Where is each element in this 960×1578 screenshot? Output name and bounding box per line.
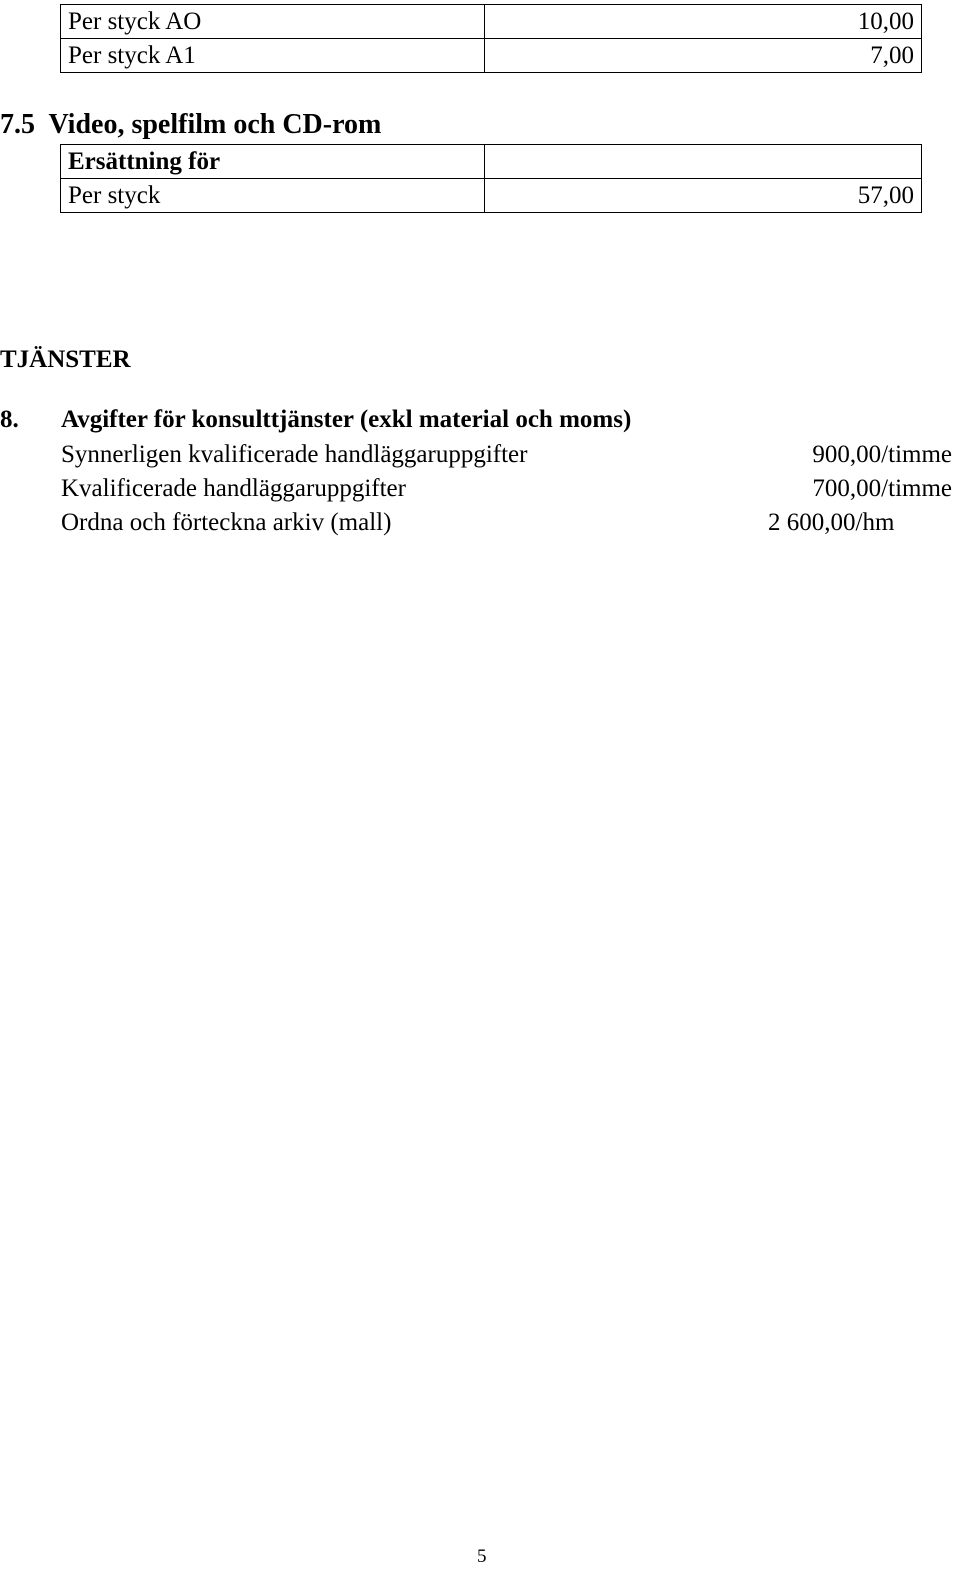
table-row [61, 179, 922, 213]
service-item-price: 700,00/timme [812, 475, 952, 502]
section-8-title: Avgifter för konsulttjänster (exkl material och moms) [61, 406, 632, 433]
page-number: 5 [477, 1546, 487, 1567]
price-table-video [60, 144, 922, 213]
price-table-top [60, 4, 922, 73]
service-item-label: Kvalificerade handläggaruppgifter [61, 475, 406, 502]
table-header-label: Ersättning för [61, 145, 485, 179]
section-8-number: 8. [0, 406, 19, 433]
table-cell-label: Per styck A1 [61, 39, 485, 73]
table-header-value [485, 145, 922, 179]
table-row [61, 39, 922, 73]
table-cell-value: 57,00 [485, 179, 922, 213]
table-row [61, 5, 922, 39]
table-cell-label: Per styck [61, 179, 485, 213]
section-7-5-heading: 7.5 Video, spelfilm och CD-rom [0, 109, 382, 140]
service-item-price: 900,00/timme [812, 441, 952, 468]
services-title: TJÄNSTER [0, 346, 131, 373]
service-item-label: Ordna och förteckna arkiv (mall) [61, 509, 392, 536]
service-item-price: 2 600,00/hm [768, 509, 895, 536]
table-cell-label: Per styck AO [61, 5, 485, 39]
table-cell-value: 10,00 [485, 5, 922, 39]
table-header-row [61, 145, 922, 179]
service-item-label: Synnerligen kvalificerade handläggaruppgifter [61, 441, 528, 468]
table-cell-value: 7,00 [485, 39, 922, 73]
